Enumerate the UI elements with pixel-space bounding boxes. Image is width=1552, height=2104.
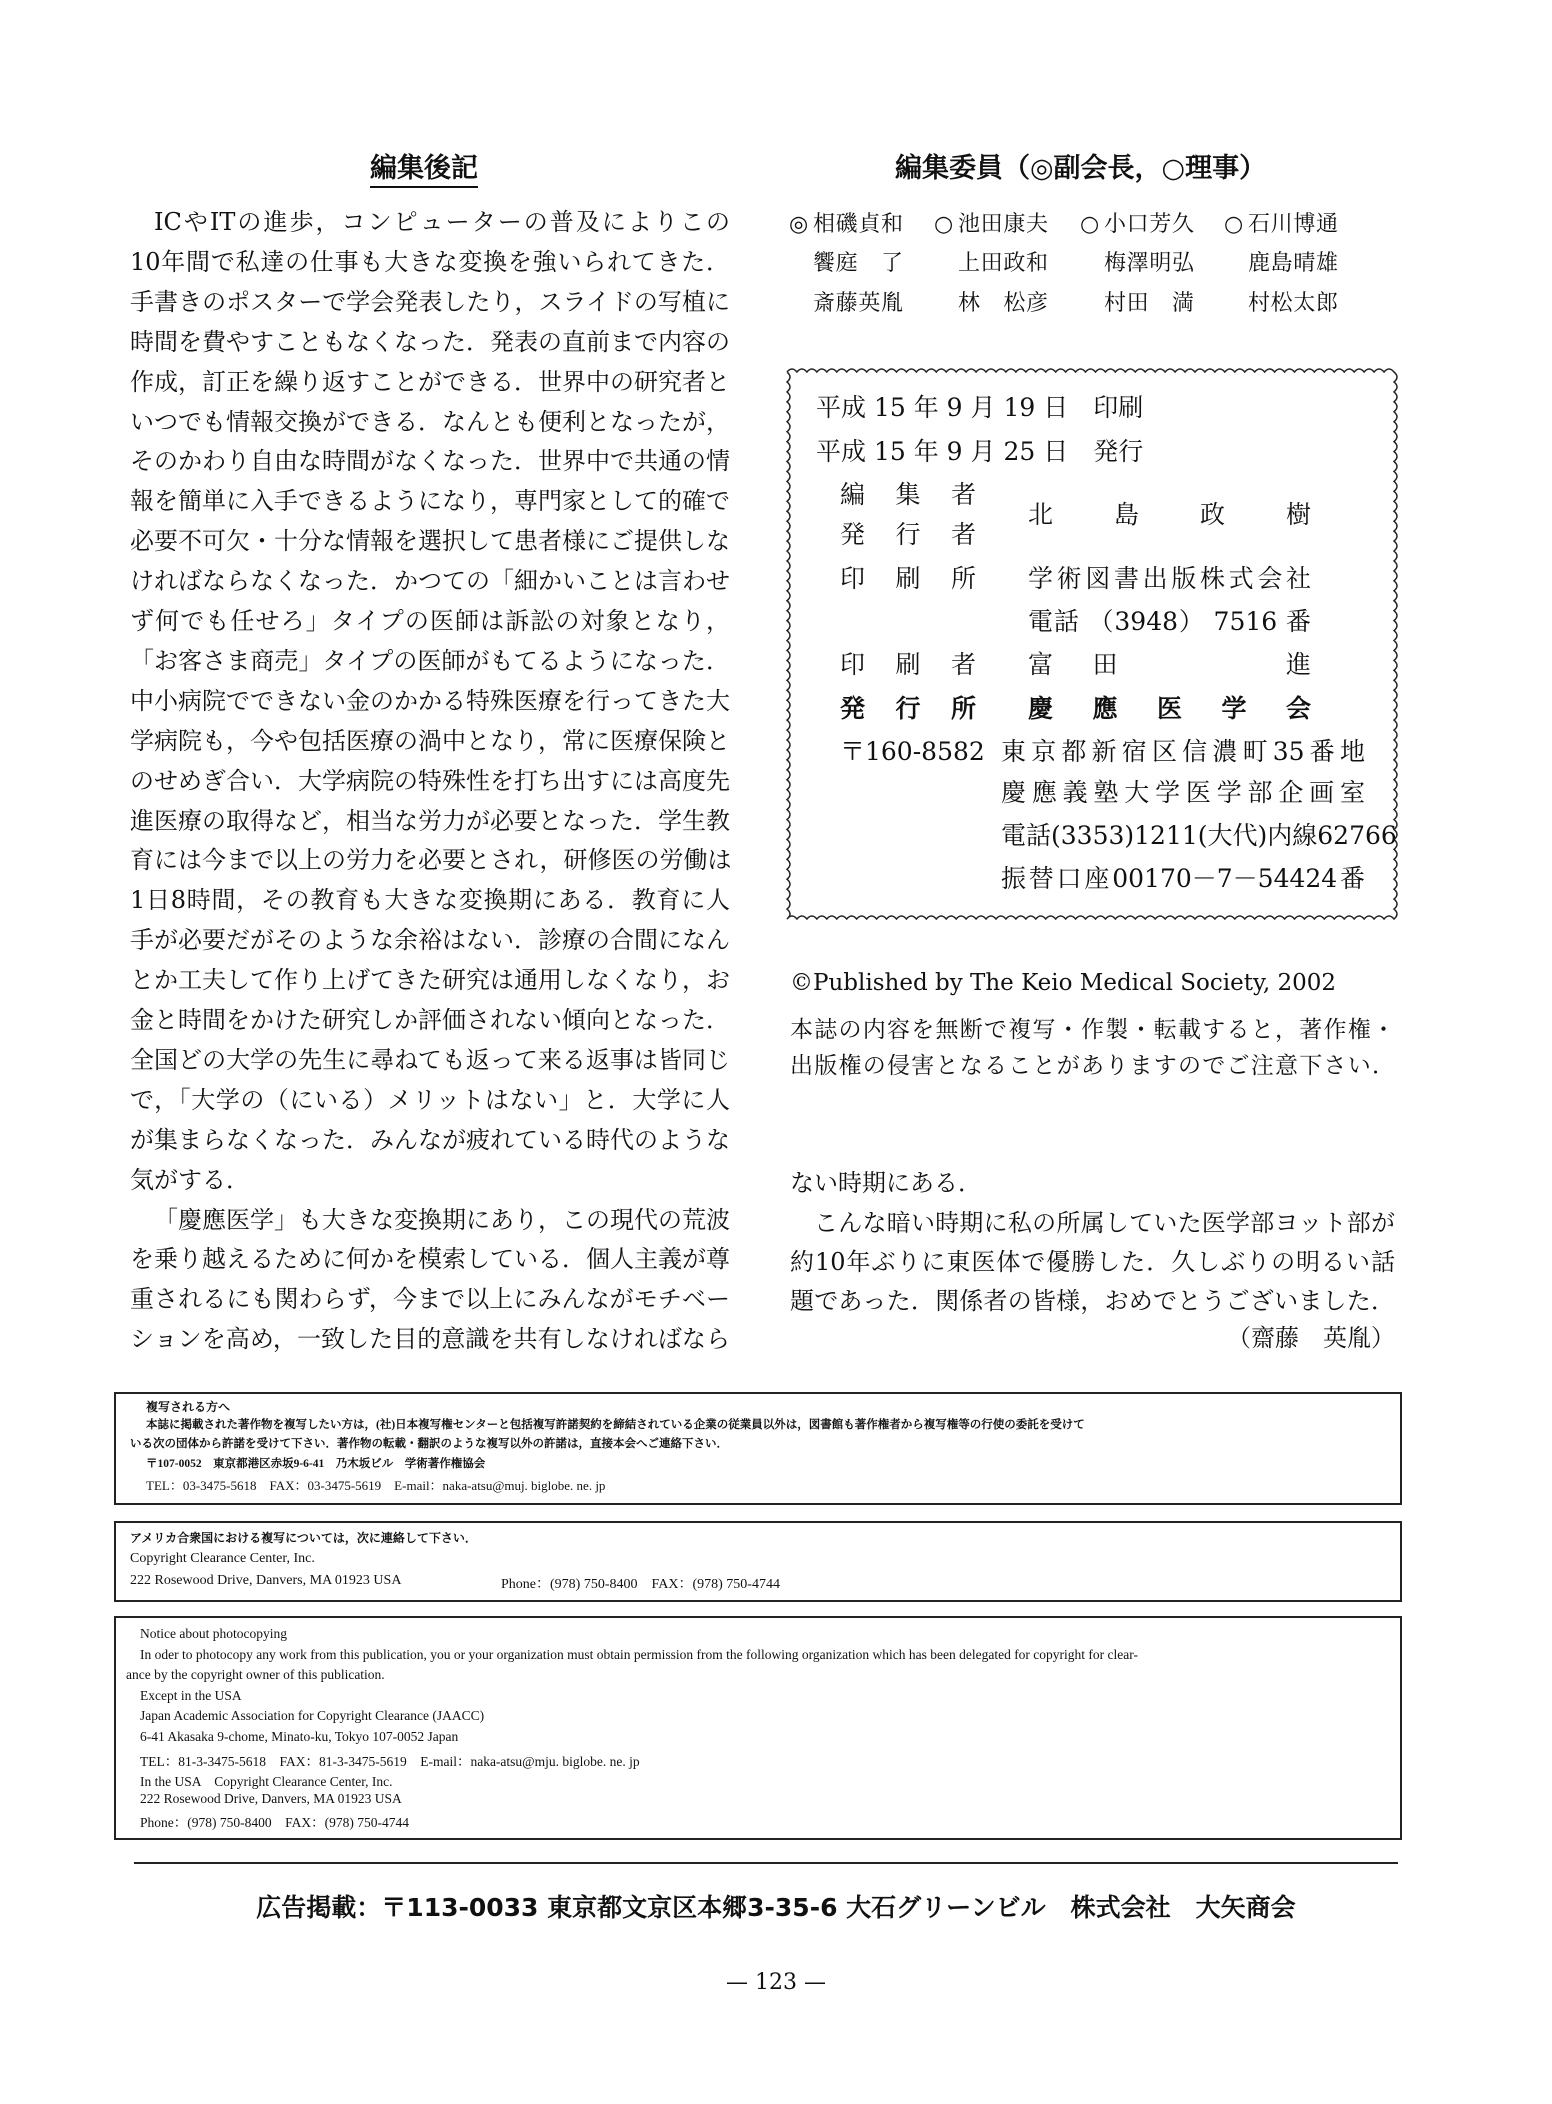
editorial-line: 報を簡単に入手できるようになり，専門家として的確で <box>130 487 730 516</box>
editorial-line: 手が必要だがそのような余裕はない．診療の合間になん <box>130 926 730 955</box>
committee-member <box>789 250 903 278</box>
printer-label: 印刷者 <box>840 650 976 679</box>
notice-usa-org: Copyright Clearance Center, Inc. <box>130 1551 315 1566</box>
editorial-line: 全国どの大学の先生に尋ねても返って来る返事は皆同じ <box>130 1045 730 1074</box>
committee-member <box>789 211 903 239</box>
print-date: 平成 15 年 9 月 19 日 印刷 <box>816 393 1144 422</box>
member-name: 上田政和 <box>958 251 1048 276</box>
notice-usa-address: 222 Rosewood Drive, Danvers, MA 01923 USA <box>130 1573 402 1588</box>
notice-english-line: ance by the copyright owner of this publication. <box>126 1667 385 1683</box>
editorial-line: で，「大学の（にいる）メリットはない」と．大学に人 <box>130 1085 730 1114</box>
notice-usa-heading: アメリカ合衆国における複写については，次に連絡して下さい． <box>130 1531 477 1545</box>
editorial-line: 「お客さま商売」タイプの医師がもてるようになった． <box>130 646 730 675</box>
editorial-line: 題であった．関係者の皆様，おめでとうございました． <box>790 1287 1395 1315</box>
editorial-line: 作成，訂正を繰り返すことができる．世界中の研究者と <box>130 367 730 396</box>
notice-english-line: 222 Rosewood Drive, Danvers, MA 01923 USA <box>140 1790 402 1806</box>
notice-english-line: Phone：(978) 750-8400 FAX：(978) 750-4744 <box>140 1815 409 1831</box>
committee-member <box>1080 250 1194 278</box>
editorial-line: 1日8時間，その教育も大きな変換期にある．教育に人 <box>130 886 730 915</box>
editorial-line: 約10年ぶりに東医体で優勝した．久しぶりの明るい話 <box>790 1248 1395 1276</box>
editor-name: 北島政樹 <box>1028 500 1311 529</box>
editor-label: 編集者 <box>840 480 976 509</box>
address-line: 電話(3353)1211(大代)内線62766 <box>1001 821 1397 850</box>
member-name: 村松太郎 <box>1248 291 1338 316</box>
editorial-line: とか工夫して作り上げてきた研究は通用しなくなり，お <box>130 966 730 995</box>
role-mark: ○ <box>1224 212 1244 237</box>
notice-english-line: TEL：81-3-3475-5618 FAX：81-3-3475-5619 E-mail：naka-atsu@mju. biglobe. ne. jp <box>140 1753 640 1769</box>
committee-member <box>789 290 903 318</box>
page-number: — 123 — <box>726 1970 826 1995</box>
member-name: 斎藤英胤 <box>813 291 903 316</box>
editorial-line: 金と時間をかけた研究しか評価されない傾向となった． <box>130 1006 730 1034</box>
notice-japan-contact: TEL：03-3475-5618 FAX：03-3475-5619 E-mail：naka-atsu@muj. biglobe. ne. jp <box>146 1478 606 1493</box>
editorial-line: そのかわり自由な時間がなくなった．世界中で共通の情 <box>130 447 730 476</box>
advertising-line: 広告掲載：〒113-0033 東京都文京区本郷3-35-6 大石グリーンビル 株式会社 大矢商会 <box>256 1893 1296 1922</box>
editorial-line: のせめぎ合い．大学病院の特殊性を打ち出すには高度先 <box>130 766 730 795</box>
committee-member <box>934 211 1048 239</box>
address-line: 東京都新宿区信濃町35番地 <box>1001 737 1365 766</box>
committee-title: 編集委員（◎副会長，○理事） <box>895 153 1267 184</box>
colophon-box <box>783 368 1398 923</box>
notice-english-line: Except in the USA <box>140 1687 242 1703</box>
editorial-line: ない時期にある． <box>790 1169 982 1197</box>
notice-english-line: 6-41 Akasaka 9-chome, Minato-ku, Tokyo 107-0052 Japan <box>140 1729 459 1744</box>
member-name: 饗庭 了 <box>813 251 903 276</box>
member-name: 池田康夫 <box>958 212 1048 237</box>
editorial-line: いつでも情報交換ができる．なんとも便利となったが， <box>130 407 730 436</box>
editorial-title: 編集後記 <box>370 146 478 188</box>
address-line: 振替口座00170－7－54424番 <box>1001 864 1365 893</box>
member-name: 石川博通 <box>1248 212 1338 237</box>
copyright-warning: 出版権の侵害となることがありますのでご注意下さい． <box>790 1053 1395 1079</box>
committee-member <box>934 290 1048 318</box>
editorial-line: ションを高め，一致した目的意識を共有しなければなら <box>130 1325 730 1354</box>
copyright-warning: 本誌の内容を無断で複写・作製・転載すると，著作権・ <box>790 1017 1395 1043</box>
editorial-line: ければならなくなった．かつての「細かいことは言わせ <box>130 567 730 596</box>
issuer-label: 発行所 <box>840 694 976 723</box>
issue-date: 平成 15 年 9 月 25 日 発行 <box>816 437 1144 466</box>
role-mark: ◎ <box>789 212 809 237</box>
role-mark: ○ <box>934 212 954 237</box>
editorial-line: こんな暗い時期に私の所属していた医学部ヨット部が <box>814 1209 1395 1237</box>
editorial-line: 進医療の取得など，相当な労力が必要となった．学生教 <box>130 806 730 835</box>
editorial-line: 気がする． <box>130 1165 250 1194</box>
editorial-line: 重されるにも関わらず，今まで以上にみんながモチベー <box>130 1285 730 1314</box>
editorial-line: 手書きのポスターで学会発表したり，スライドの写植に <box>130 287 730 316</box>
member-name: 梅澤明弘 <box>1104 251 1194 276</box>
committee-member <box>934 250 1048 278</box>
notice-usa-box <box>114 1521 1402 1602</box>
editorial-line: 中小病院でできない金のかかる特殊医療を行ってきた大 <box>130 686 730 715</box>
member-name: 小口芳久 <box>1104 212 1194 237</box>
committee-member <box>1224 290 1338 318</box>
member-name: 鹿島晴雄 <box>1248 251 1338 276</box>
editorial-line: を乗り越えるために何かを模索している．個人主義が尊 <box>130 1245 730 1274</box>
address-line: 慶應義塾大学医学部企画室 <box>1001 778 1365 807</box>
notice-japan-address: 〒107-0052 東京都港区赤坂9-6-41 乃木坂ビル 学術著作権協会 <box>146 1458 486 1470</box>
editorial-signature: （齋藤 英胤） <box>1227 1324 1395 1352</box>
editorial-line: 学病院も，今や包括医療の渦中となり，常に医療保険と <box>130 726 730 755</box>
committee-member <box>1080 290 1194 318</box>
issuer-name: 慶應医学会 <box>1028 694 1311 723</box>
printing-office-label: 印刷所 <box>840 564 976 593</box>
printing-office: 学術図書出版株式会社 <box>1028 564 1311 593</box>
publisher-label: 発行者 <box>840 520 976 549</box>
editorial-line: 時間を費やすこともなくなった．発表の直前まで内容の <box>130 327 730 356</box>
notice-japan-line: いる次の団体から許諾を受けて下さい．著作物の転載・翻訳のような複写以外の許諾は，直接本会へご連絡下さい． <box>130 1438 728 1450</box>
notice-english-line: Notice about photocopying <box>140 1626 287 1641</box>
notice-japan-heading: 複写される方へ <box>146 1400 231 1414</box>
divider <box>134 1862 1398 1864</box>
member-name: 村田 満 <box>1104 291 1194 316</box>
notice-english-box <box>114 1616 1402 1840</box>
postal-code: 〒160-8582 <box>840 737 985 766</box>
member-name: 相磯貞和 <box>813 212 903 237</box>
editorial-line: 育には今まで以上の労力を必要とされ，研修医の労働は <box>130 846 732 875</box>
member-name: 林 松彦 <box>958 291 1048 316</box>
editorial-line: 10年間で私達の仕事も大きな変換を強いられてきた． <box>130 247 730 276</box>
copyright-published: ©Published by The Keio Medical Society, 2002 <box>790 970 1337 996</box>
printing-office-phone: 電話 （3948） 7516 番 <box>1028 607 1311 636</box>
notice-japan-box <box>114 1392 1402 1505</box>
printer-name: 富田 進 <box>1028 650 1311 679</box>
committee-member <box>1224 211 1338 239</box>
notice-english-line: Japan Academic Association for Copyright Clearance (JAACC) <box>140 1708 485 1724</box>
notice-japan-line: 本誌に掲載された著作物を複写したい方は，(社)日本複写権センターと包括複写許諾契約を締結されている企業の従業員以外は，図書館も著作権者から複写権等の行使の委託を受けて <box>146 1419 1085 1431</box>
editorial-line: が集まらなくなった．みんなが疲れている時代のような <box>130 1125 730 1154</box>
editorial-line: ず何でも任せろ」タイプの医師は訴訟の対象となり， <box>130 607 730 635</box>
notice-usa-phone: Phone：(978) 750-8400 FAX：(978) 750-4744 <box>501 1577 780 1592</box>
notice-english-line: In oder to photocopy any work from this publication, you or your organization must obtain permission from the following organization which has been delegated for copyright for clear- <box>140 1646 1138 1662</box>
notice-english-line: In the USA Copyright Clearance Center, Inc. <box>140 1774 393 1790</box>
editorial-line: 必要不可欠・十分な情報を選択して患者様にご提供しな <box>130 527 730 556</box>
editorial-line: ICやITの進歩，コンピューターの普及によりこの <box>154 208 730 236</box>
committee-member <box>1224 250 1338 278</box>
committee-member <box>1080 211 1194 239</box>
editorial-line: 「慶應医学」も大きな変換期にあり，この現代の荒波 <box>154 1205 730 1234</box>
role-mark: ○ <box>1080 212 1100 237</box>
